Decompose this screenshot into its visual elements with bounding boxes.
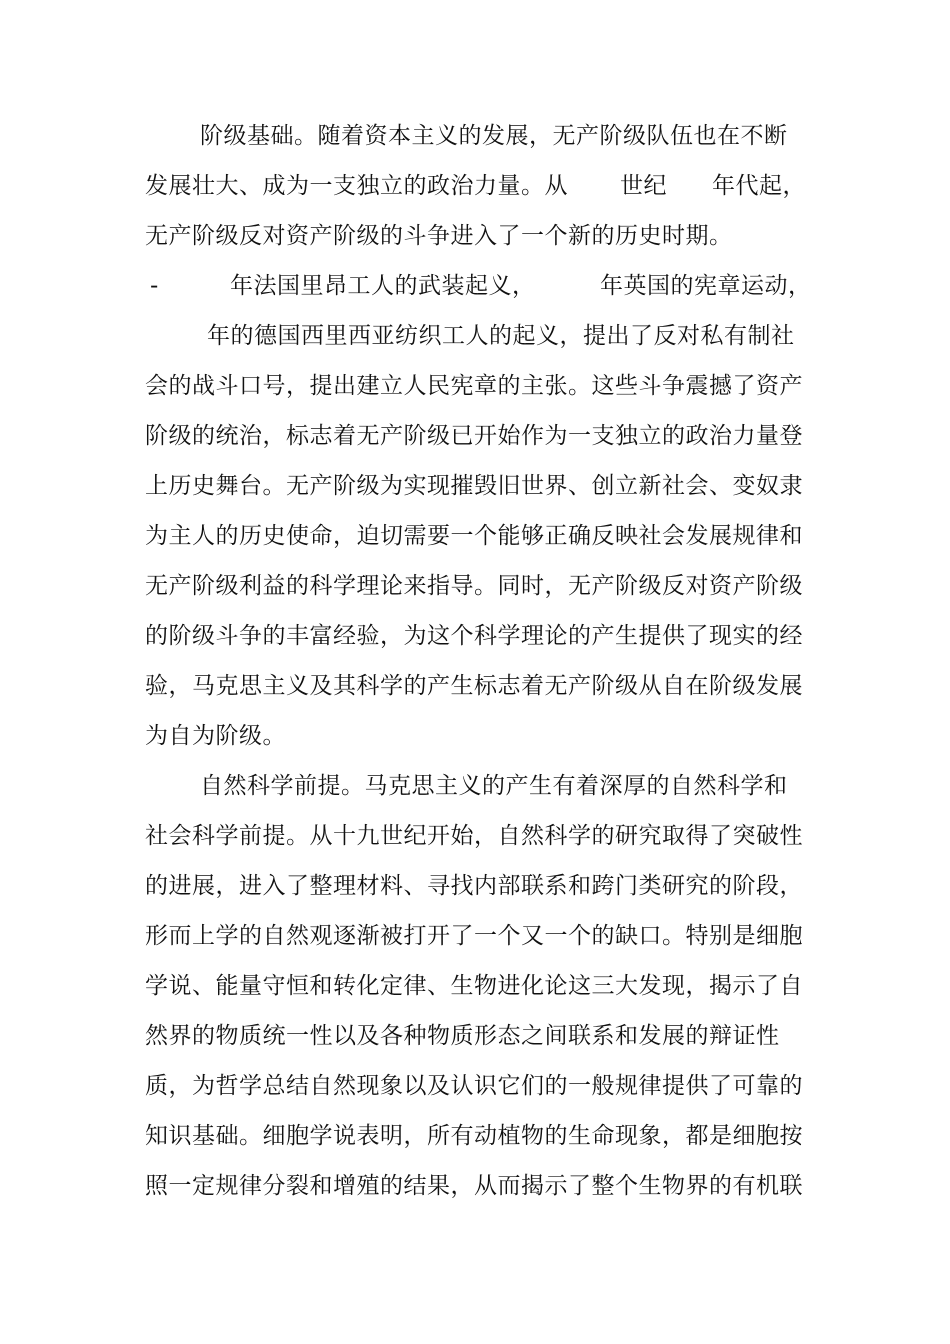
paragraph-1-line-4-part-1: 年法国里昂工人的武装起义， (230, 273, 536, 299)
paragraph-1-line-7: 阶级的统治，标志着无产阶级已开始作为一支独立的政治力量登 (145, 423, 803, 449)
paragraph-1-line-1: 阶级基础。随着资本主义的发展，无产阶级队伍也在不断 (200, 123, 788, 149)
paragraph-2-line-5: 学说、能量守恒和转化定律、生物进化论这三大发现，揭示了自 (145, 973, 803, 999)
paragraph-1-line-2-part-2: 世纪 (620, 173, 667, 199)
paragraph-1-line-2-part-3: 年代起， (712, 173, 806, 199)
paragraph-2-line-8: 知识基础。细胞学说表明，所有动植物的生命现象，都是细胞按 (145, 1123, 803, 1149)
paragraph-1-line-12: 验，马克思主义及其科学的产生标志着无产阶级从自在阶级发展 (145, 673, 803, 699)
paragraph-1-line-10: 无产阶级利益的科学理论来指导。同时，无产阶级反对资产阶级 (145, 573, 803, 599)
paragraph-1-line-4-dash: - (150, 273, 159, 299)
paragraph-1-line-3: 无产阶级反对资产阶级的斗争进入了一个新的历史时期。 (145, 223, 733, 249)
paragraph-1-line-13: 为自为阶级。 (145, 723, 286, 749)
paragraph-2-line-9: 照一定规律分裂和增殖的结果，从而揭示了整个生物界的有机联 (145, 1173, 803, 1199)
paragraph-1-line-9: 为主人的历史使命，迫切需要一个能够正确反映社会发展规律和 (145, 523, 803, 549)
paragraph-2-line-6: 然界的物质统一性以及各种物质形态之间联系和发展的辩证性 (145, 1023, 780, 1049)
paragraph-2-line-7: 质，为哲学总结自然现象以及认识它们的一般规律提供了可靠的 (145, 1073, 803, 1099)
paragraph-1-line-2-part-1: 发展壮大、成为一支独立的政治力量。从 (145, 173, 568, 199)
paragraph-1-line-4-part-2: 年英国的宪章运动， (600, 273, 812, 299)
paragraph-1-line-6: 会的战斗口号，提出建立人民宪章的主张。这些斗争震撼了资产 (145, 373, 803, 399)
paragraph-2-line-2: 社会科学前提。从十九世纪开始，自然科学的研究取得了突破性 (145, 823, 803, 849)
paragraph-2-line-3: 的进展，进入了整理材料、寻找内部联系和跨门类研究的阶段， (145, 873, 803, 899)
paragraph-1-line-11: 的阶级斗争的丰富经验，为这个科学理论的产生提供了现实的经 (145, 623, 803, 649)
paragraph-2-line-4: 形而上学的自然观逐渐被打开了一个又一个的缺口。特别是细胞 (145, 923, 803, 949)
paragraph-2-line-1: 自然科学前提。马克思主义的产生有着深厚的自然科学和 (200, 773, 788, 799)
paragraph-1-line-5: 年的德国西里西亚纺织工人的起义，提出了反对私有制社 (207, 323, 795, 349)
paragraph-1-line-8: 上历史舞台。无产阶级为实现摧毁旧世界、创立新社会、变奴隶 (145, 473, 803, 499)
